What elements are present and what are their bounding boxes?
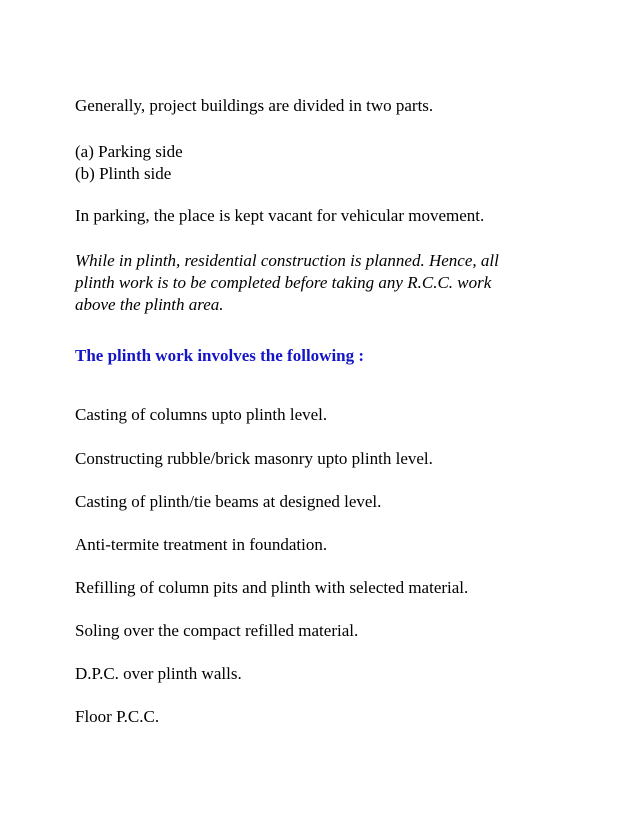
- list-item: D.P.C. over plinth walls.: [75, 664, 242, 683]
- plinth-note-line-2: plinth work is to be completed before taking any R.C.C. work: [75, 273, 492, 292]
- list-item: Casting of plinth/tie beams at designed level.: [75, 492, 382, 511]
- intro-paragraph: Generally, project buildings are divided in two parts.: [75, 96, 434, 115]
- list-item: Floor P.C.C.: [75, 707, 160, 726]
- part-item-parking: (a) Parking side: [75, 142, 183, 161]
- part-item-plinth: (b) Plinth side: [75, 164, 172, 183]
- plinth-note-line-3: above the plinth area.: [75, 295, 224, 314]
- plinth-note-line-1: While in plinth, residential construction is planned. Hence, all: [75, 251, 499, 270]
- section-heading: The plinth work involves the following :: [75, 346, 365, 365]
- list-item: Constructing rubble/brick masonry upto plinth level.: [75, 449, 433, 468]
- list-item: Anti-termite treatment in foundation.: [75, 535, 328, 554]
- list-item: Soling over the compact refilled material.: [75, 621, 359, 640]
- list-item: Refilling of column pits and plinth with selected material.: [75, 578, 469, 597]
- parking-paragraph: In parking, the place is kept vacant for vehicular movement.: [75, 206, 485, 225]
- list-item: Casting of columns upto plinth level.: [75, 405, 328, 424]
